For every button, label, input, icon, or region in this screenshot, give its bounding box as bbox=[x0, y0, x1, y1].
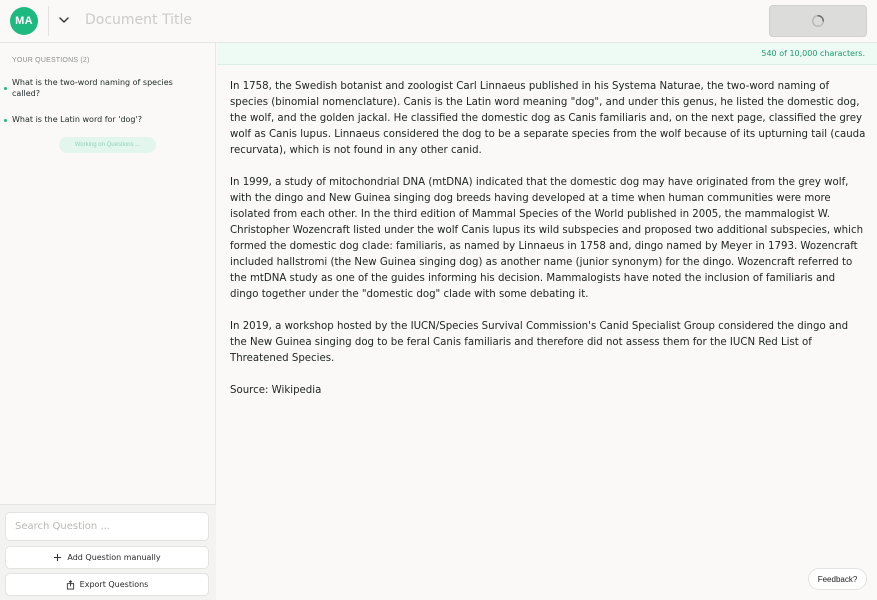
working-status-badge: Working on Questions ... bbox=[59, 137, 156, 153]
add-question-button[interactable] bbox=[5, 546, 209, 569]
sidebar-actions bbox=[0, 504, 216, 600]
feedback-button[interactable]: Feedback? bbox=[808, 568, 867, 590]
export-questions-button[interactable] bbox=[5, 573, 209, 596]
character-count: 540 of 10,000 characters. bbox=[761, 49, 865, 58]
export-icon bbox=[66, 580, 75, 590]
questions-heading: YOUR QUESTIONS (2) bbox=[12, 57, 90, 64]
search-question-input[interactable] bbox=[5, 512, 209, 541]
export-questions-label: Export Questions bbox=[79, 580, 149, 589]
plus-icon bbox=[53, 553, 62, 562]
paragraph: In 1999, a study of mitochondrial DNA (mtDNA) indicated that the domestic dog may have originated from the grey wolf, with the dingo and New Guinea singing dog breeds having developed at a time when human communities were more isolated from each other. In the third edition of Mammal Species of the World published in 2005, the mammalogist W. Christopher Wozencraft listed under the wolf Canis lupus its wild subspecies and proposed two additional subspecies, which formed the domestic dog clade: familiaris, as named by Linnaeus in 1758 and, dingo named by Meyer in 1793. Wozencraft included hallstromi (the New Guinea singing dog) as another name (junior synonym) for the dingo. Wozencraft referred to the mtDNA study as one of the guides informing his decision. Mammalogists have noted the inclusion of familiaris and dingo together under the "domestic dog" clade with some debating it. bbox=[230, 177, 864, 300]
character-count-bar bbox=[217, 43, 877, 65]
top-bar bbox=[0, 0, 877, 43]
question-item[interactable]: What is the Latin word for 'dog'? bbox=[12, 115, 142, 124]
document-text-area[interactable] bbox=[230, 79, 866, 415]
paragraph: In 2019, a workshop hosted by the IUCN/Species Survival Commission's Canid Specialist Group considered the dingo and the New Guinea singing dog to be feral Canis familiaris and therefore did not assess them for the IUCN Red List of Threatened Species. bbox=[230, 321, 849, 364]
avatar[interactable]: MA bbox=[10, 7, 38, 35]
question-dot-icon bbox=[4, 119, 7, 122]
questions-sidebar bbox=[0, 43, 216, 600]
question-item[interactable]: What is the two-word naming of species called? bbox=[12, 78, 173, 98]
paragraph: Source: Wikipedia bbox=[230, 385, 322, 396]
paragraph: In 1758, the Swedish botanist and zoologist Carl Linnaeus published in his Systema Naturae, the two-word naming of species (binomial nomenclature). Canis is the Latin word meaning "dog", and under this genus, he listed the domestic dog, the wolf, and the golden jackal. He classified the domestic dog as Canis familiaris and, on the next page, classified the grey wolf as Canis lupus. Linnaeus considered the dog to be a separate species from the wolf because of its upturning tail (cauda recurvata), which is not found in any other canid. bbox=[230, 81, 866, 156]
spinner-icon bbox=[811, 14, 825, 28]
header-divider bbox=[48, 6, 49, 36]
question-dot-icon bbox=[4, 87, 7, 90]
add-question-label: Add Question manually bbox=[67, 553, 161, 562]
document-title-input[interactable]: Document Title bbox=[85, 12, 192, 28]
generate-button[interactable] bbox=[769, 5, 867, 37]
chevron-down-icon[interactable] bbox=[57, 13, 71, 27]
